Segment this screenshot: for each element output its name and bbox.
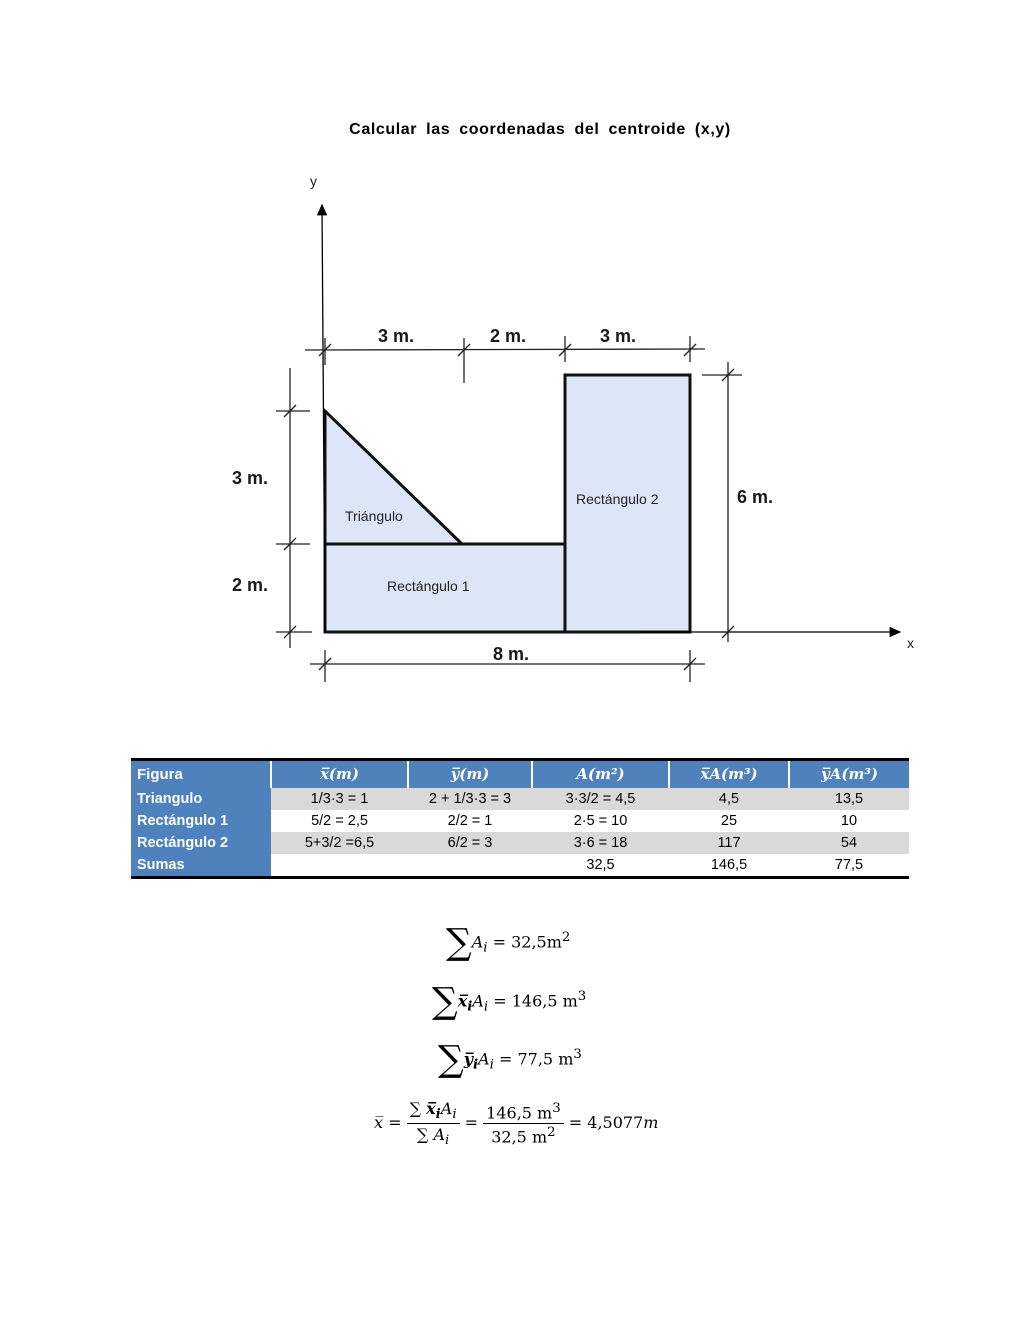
table-cell: 77,5 [789, 854, 909, 878]
header-y-bar: y̅(m) [408, 760, 532, 789]
table-cell: 2 + 1/3·3 = 3 [408, 788, 532, 810]
table-cell: Sumas [131, 854, 271, 878]
header-xa: x̅A(m³) [669, 760, 789, 789]
formula-centroid-x: x̅ = $\frac{\sum x̅_iA_i}{\sum A_i}$ = $\frac{146,5 m^3}{32,5 m^2}$ = 4,5077m [374, 1099, 659, 1149]
dim-top-3-label: 3 m. [600, 326, 637, 346]
table-cell: Rectángulo 1 [131, 810, 271, 832]
y-axis-label: y [310, 173, 317, 189]
table-cell: 54 [789, 832, 909, 854]
header-area: A(m²) [532, 760, 669, 789]
formula-sum-xa: $\sum x̅_iA_i = 146,5$ $m^3$ [432, 981, 587, 1022]
table-cell: Triangulo [131, 788, 271, 810]
header-x-bar: x̅(m) [271, 760, 408, 789]
table-cell: 4,5 [669, 788, 789, 810]
table-cell: 13,5 [789, 788, 909, 810]
table-cell: Rectángulo 2 [131, 832, 271, 854]
dim-top-2-label: 2 m. [490, 326, 527, 346]
table-cell: 1/3·3 = 1 [271, 788, 408, 810]
dim-right-label: 6 m. [737, 487, 774, 507]
dim-bottom-label: 8 m. [493, 644, 530, 664]
formula-sum-area: $\sum A_i = 32,5m^2$ [446, 922, 571, 963]
x-axis-label: x [907, 635, 914, 651]
rectangle-2-label: Rectángulo 2 [576, 491, 659, 507]
table-cell: 25 [720, 813, 738, 829]
table-cell: 32,5 [532, 854, 669, 878]
header-ya: y̅A(m³) [789, 760, 909, 789]
dim-left-2-label: 2 m. [232, 575, 269, 595]
table-cell: 146,5 [669, 854, 789, 878]
table-cell: 10 [840, 813, 858, 829]
page-title: Calcular las coordenadas del centroide (x,y) [349, 121, 731, 138]
header-figura: Figura [131, 760, 271, 789]
table-cell: 117 [669, 832, 789, 854]
table-cell: 2·5 = 10 [573, 813, 628, 829]
formula-sum-ya: $\sum y̅_iA_i = 77,5$ $m^3$ [438, 1039, 582, 1080]
table-cell: 3·3/2 = 4,5 [532, 788, 669, 810]
dim-top-1-label: 3 m. [378, 326, 415, 346]
rectangle-1-label: Rectángulo 1 [387, 578, 470, 594]
table-cell: 3·6 = 18 [532, 832, 669, 854]
dim-left-1-label: 3 m. [232, 468, 269, 488]
table-cell: 5/2 = 2,5 [311, 813, 368, 829]
table-cell: 6/2 = 3 [408, 832, 532, 854]
table-cell: 2/2 = 1 [447, 813, 493, 829]
triangle-label: Triángulo [345, 508, 403, 524]
table-cell: 5+3/2 =6,5 [271, 832, 408, 854]
